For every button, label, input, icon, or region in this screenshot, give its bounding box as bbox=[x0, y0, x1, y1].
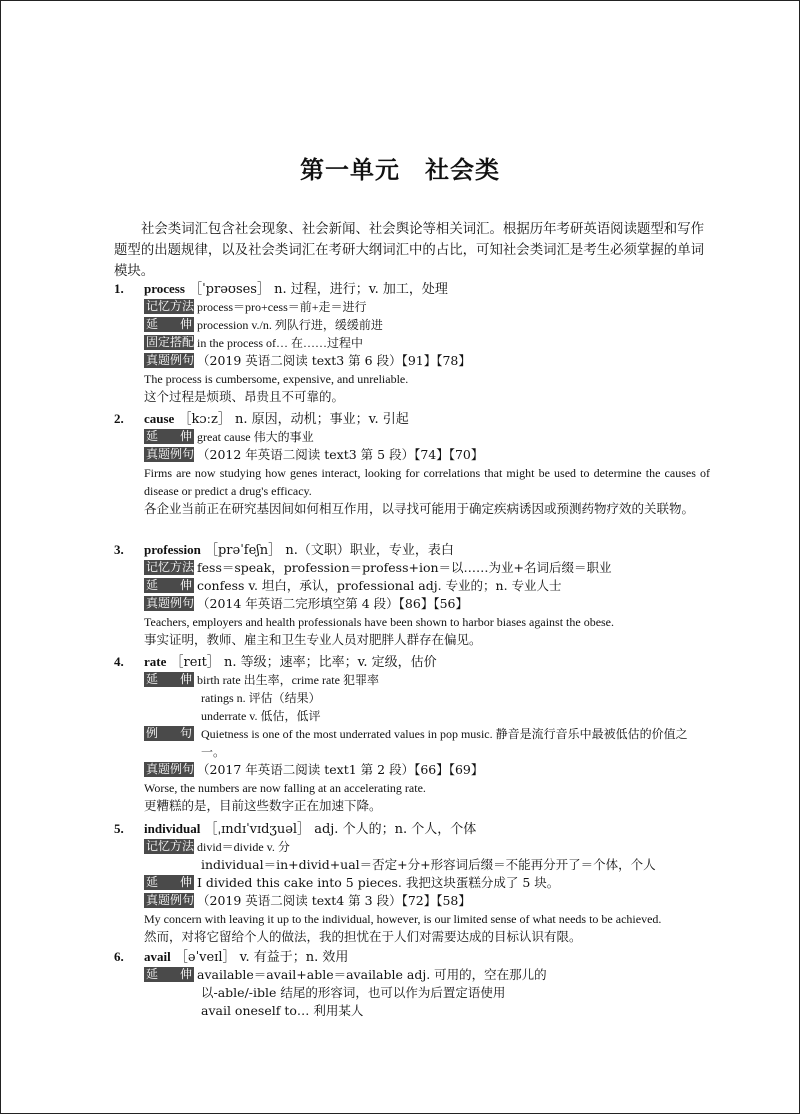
entry-line bbox=[144, 892, 471, 910]
definition: v. 有益于；n. 效用 bbox=[239, 950, 349, 965]
label-tag: 例 句 bbox=[146, 726, 192, 740]
entry-head bbox=[144, 541, 454, 560]
label-tag: 延 伸 bbox=[146, 429, 192, 443]
headword: avail bbox=[144, 949, 171, 964]
entry-line bbox=[144, 966, 547, 984]
example-en: Teachers, employers and health professionals have been shown to harbor biases against the obese. bbox=[144, 615, 615, 629]
label-tag: 延 伸 bbox=[146, 317, 192, 331]
entry-head bbox=[144, 280, 448, 299]
example-zh: 这个过程是烦琐、昂贵且不可靠的。 bbox=[144, 389, 345, 404]
intro-paragraph: 社会类词汇包含社会现象、社会新闻、社会舆论等相关词汇。根据历年考研英语阅读题型和写作题型的出题规律，以及社会类词汇在考研大纲词汇中的占比，可知社会类词汇是考生必须掌握的单词模块。 bbox=[114, 222, 704, 279]
entry-number: 4. bbox=[114, 654, 124, 669]
example-zh: 更糟糕的是，目前这些数字正在加速下降。 bbox=[144, 798, 382, 813]
label-tag: 记忆方法 bbox=[146, 560, 195, 574]
label-tag: 真题例句 bbox=[146, 596, 195, 610]
line-text: （2019 英语二阅读 text4 第 3 段）【72】【58】 bbox=[197, 893, 471, 908]
entry-line bbox=[144, 838, 290, 856]
line-text: confess v. 坦白，承认，professional adj. 专业的；n. 专业人士 bbox=[197, 578, 562, 593]
phonetic: ［ˈprəʊses］ bbox=[189, 282, 270, 297]
headword: individual bbox=[144, 821, 201, 836]
entry-number: 3. bbox=[114, 542, 124, 557]
line-text: fess＝speak，profession＝profess+ion＝以……为业+名词后缀＝职业 bbox=[197, 560, 612, 575]
label-tag: 延 伸 bbox=[146, 967, 192, 981]
entry-subline: underrate v. 低估，低评 bbox=[201, 709, 321, 723]
definition: adj. 个人的；n. 个人，个体 bbox=[314, 822, 477, 837]
line-text: in the process of… 在……过程中 bbox=[197, 336, 363, 350]
definition: n. 原因，动机；事业；v. 引起 bbox=[235, 412, 409, 427]
label-tag: 延 伸 bbox=[146, 875, 192, 889]
entry-line bbox=[144, 671, 379, 689]
label-tag: 记忆方法 bbox=[146, 299, 195, 313]
entry-number: 2. bbox=[114, 411, 124, 426]
entry-line bbox=[144, 316, 383, 334]
entry-line bbox=[144, 559, 612, 577]
phonetic: ［kɔːz］ bbox=[178, 412, 231, 427]
phonetic: ［prəˈfeʃn］ bbox=[204, 543, 282, 558]
entry-line bbox=[144, 761, 483, 779]
entry-line bbox=[144, 595, 468, 613]
entry-line bbox=[144, 352, 471, 370]
line-text: available＝avail+able＝available adj. 可用的，空在那儿的 bbox=[197, 967, 547, 982]
entry-subline: ratings n. 评估（结果） bbox=[201, 691, 321, 705]
entry-head bbox=[144, 410, 409, 429]
definition: n. 过程，进行；v. 加工，处理 bbox=[274, 282, 448, 297]
example-en: Worse, the numbers are now falling at an accelerating rate. bbox=[144, 781, 426, 795]
label-tag: 记忆方法 bbox=[146, 839, 195, 853]
example-en: The process is cumbersome, expensive, and unreliable. bbox=[144, 372, 409, 386]
line-text: （2017 年英语二阅读 text1 第 2 段）【66】【69】 bbox=[197, 762, 484, 777]
example-zh: 各企业当前正在研究基因间如何相互作用，以寻找可能用于确定疾病诱因或预测药物疗效的关联物。 bbox=[144, 501, 695, 516]
entry-head bbox=[144, 948, 348, 967]
phonetic: ［ˌɪndɪˈvɪdʒuəl］ bbox=[204, 822, 311, 837]
line-text: I divided this cake into 5 pieces. 我把这块蛋糕分成了 5 块。 bbox=[197, 875, 560, 890]
phonetic: ［reɪt］ bbox=[170, 655, 220, 670]
line-text: divid＝divide v. 分 bbox=[197, 840, 290, 854]
line-text: great cause 伟大的事业 bbox=[197, 430, 314, 444]
example-zh: 事实证明，教师、雇主和卫生专业人员对肥胖人群存在偏见。 bbox=[144, 632, 482, 647]
line-text: birth rate 出生率，crime rate 犯罪率 bbox=[197, 673, 379, 687]
definition: n.（文职）职业，专业，表白 bbox=[285, 543, 454, 558]
example-en: My concern with leaving it up to the individual, however, is our limited sense of what needs to be achieved. bbox=[144, 912, 662, 926]
example-zh: 然而，对将它留给个人的做法，我的担忧在于人们对需要达成的目标认识有限。 bbox=[144, 929, 582, 944]
label-tag: 真题例句 bbox=[146, 353, 195, 367]
entry-line bbox=[144, 446, 483, 464]
label-tag: 真题例句 bbox=[146, 447, 195, 461]
entry-line bbox=[144, 298, 367, 316]
label-tag: 延 伸 bbox=[146, 672, 192, 686]
phonetic: ［əˈveɪl］ bbox=[174, 950, 236, 965]
headword: cause bbox=[144, 411, 175, 426]
definition: n. 等级；速率；比率；v. 定级，估价 bbox=[223, 655, 437, 670]
entry-number: 6. bbox=[114, 949, 124, 964]
label-tag: 真题例句 bbox=[146, 762, 195, 776]
headword: process bbox=[144, 281, 185, 296]
headword: rate bbox=[144, 654, 167, 669]
entry-subline: 以-able/-ible 结尾的形容词，也可以作为后置定语使用 bbox=[201, 985, 506, 1000]
line-text: procession v./n. 列队行进，缓缓前进 bbox=[197, 318, 383, 332]
headword: profession bbox=[144, 542, 201, 557]
unit-title: 第一单元 社会类 bbox=[300, 155, 500, 184]
entry-number: 5. bbox=[114, 821, 124, 836]
line-text: （2014 年英语二完形填空第 4 段）【86】【56】 bbox=[197, 596, 468, 611]
entry-line bbox=[144, 334, 363, 352]
line-text: process＝pro+cess＝前+走＝进行 bbox=[197, 300, 367, 314]
entry-head bbox=[144, 653, 437, 672]
entry-line bbox=[144, 577, 562, 595]
entry-line bbox=[144, 428, 314, 446]
example-sentence: Quietness is one of the most underrated values in pop music. 静音是流行音乐中最被低估的价值之一。 bbox=[201, 727, 688, 759]
label-tag: 延 伸 bbox=[146, 578, 192, 592]
entry-line bbox=[144, 874, 559, 892]
entry-number: 1. bbox=[114, 281, 124, 296]
line-text: （2019 英语二阅读 text3 第 6 段）【91】【78】 bbox=[197, 353, 471, 368]
label-tag: 固定搭配 bbox=[146, 335, 195, 349]
line-text: （2012 年英语二阅读 text3 第 5 段）【74】【70】 bbox=[197, 447, 484, 462]
example-en: Firms are now studying how genes interact, looking for correlations that might be used to determine the causes of disease or predict a drug's efficacy. bbox=[144, 466, 710, 498]
label-tag: 真题例句 bbox=[146, 893, 195, 907]
entry-subline: avail oneself to… 利用某人 bbox=[201, 1003, 364, 1018]
entry-head bbox=[144, 820, 476, 839]
entry-subline: individual＝in+divid+ual＝否定+分+形容词后缀＝不能再分开了＝个体，个人 bbox=[201, 857, 656, 872]
